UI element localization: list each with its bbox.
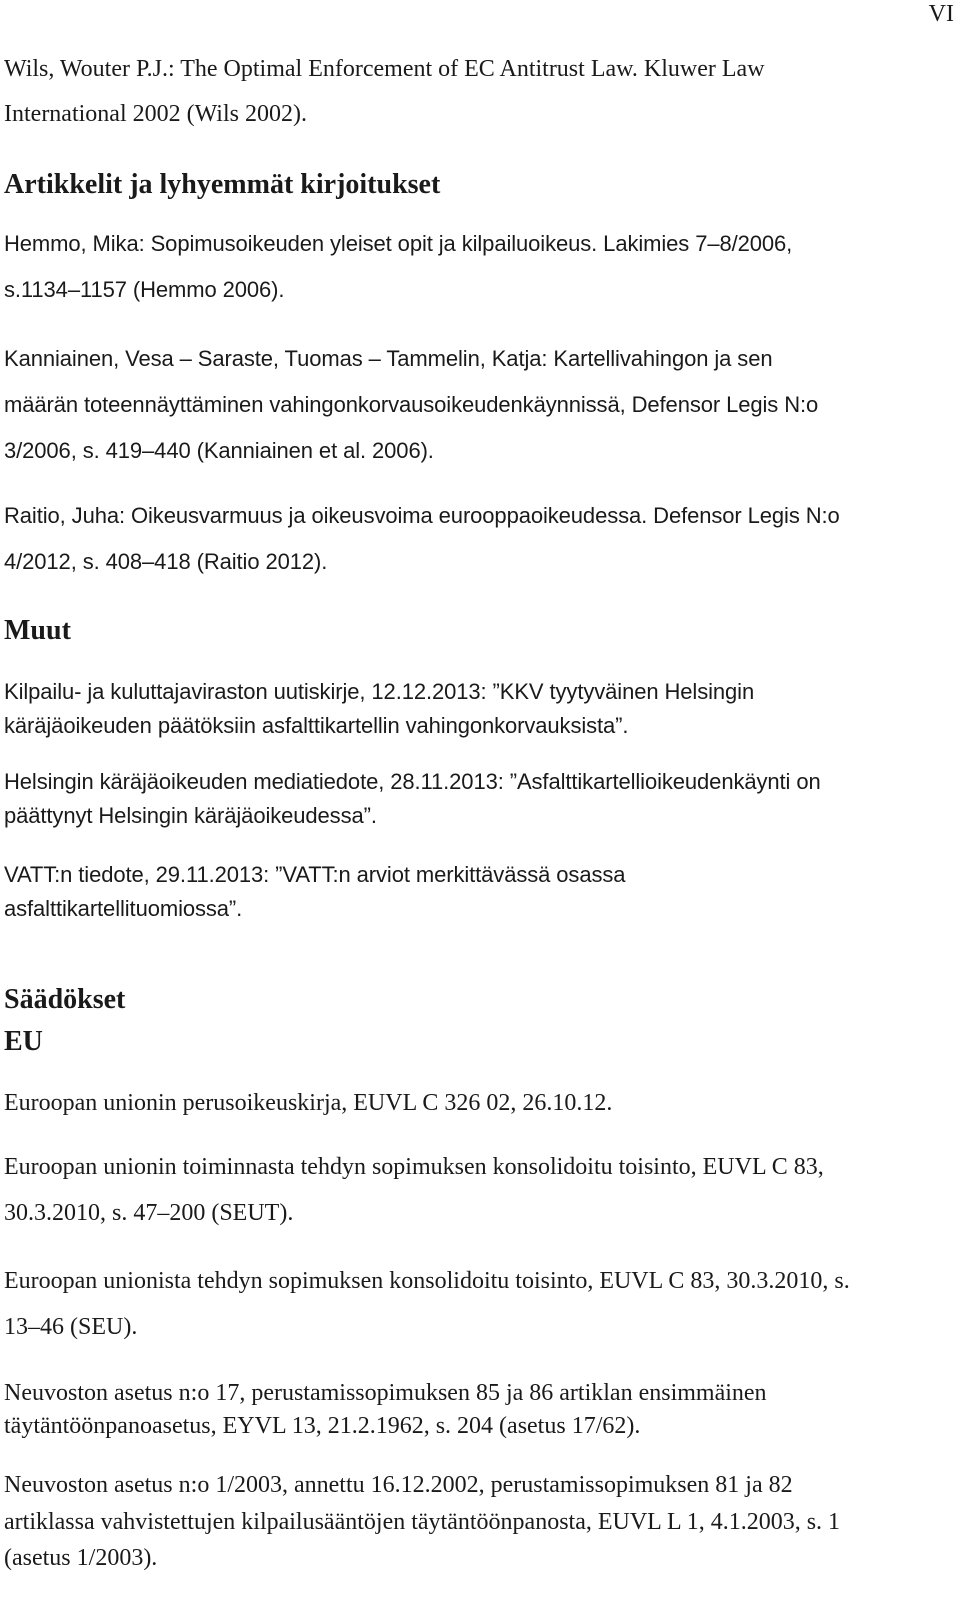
reference-line: päättynyt Helsingin käräjäoikeudessa”. — [4, 803, 377, 828]
reference-line: Euroopan unionin perusoikeuskirja, EUVL C 326 02, 26.10.12. — [4, 1090, 613, 1116]
reference-line: Kilpailu- ja kuluttajaviraston uutiskirje, 12.12.2013: ”KKV tyytyväinen Helsingin — [4, 679, 755, 704]
reference-line: Euroopan unionin toiminnasta tehdyn sopimuksen konsolidoitu toisinto, EUVL C 83, — [4, 1154, 824, 1180]
reference-line: 3/2006, s. 419–440 (Kanniainen et al. 2006). — [4, 438, 434, 463]
page-number: VI — [928, 1, 954, 27]
section-heading-other: Muut — [4, 615, 71, 646]
reference-line: 13–46 (SEU). — [4, 1314, 138, 1340]
reference-line: Hemmo, Mika: Sopimusoikeuden yleiset opit ja kilpailuoikeus. Lakimies 7–8/2006, — [4, 231, 793, 256]
section-heading-eu: EU — [4, 1026, 43, 1057]
reference-line: International 2002 (Wils 2002). — [4, 101, 307, 127]
reference-line: käräjäoikeuden päätöksiin asfalttikartellin vahingonkorvauksista”. — [4, 713, 629, 738]
reference-line: s.1134–1157 (Hemmo 2006). — [4, 277, 285, 302]
reference-line: 4/2012, s. 408–418 (Raitio 2012). — [4, 549, 328, 574]
reference-line: Kanniainen, Vesa – Saraste, Tuomas – Tammelin, Katja: Kartellivahingon ja sen — [4, 346, 773, 371]
reference-line: Euroopan unionista tehdyn sopimuksen konsolidoitu toisinto, EUVL C 83, 30.3.2010, s. — [4, 1268, 850, 1294]
reference-line: 30.3.2010, s. 47–200 (SEUT). — [4, 1200, 294, 1226]
reference-line: (asetus 1/2003). — [4, 1545, 158, 1571]
reference-line: Helsingin käräjäoikeuden mediatiedote, 28.11.2013: ”Asfalttikartellioikeudenkäynti on — [4, 769, 821, 794]
reference-line: täytäntöönpanoasetus, EYVL 13, 21.2.1962, s. 204 (asetus 17/62). — [4, 1413, 641, 1439]
reference-line: Neuvoston asetus n:o 17, perustamissopimuksen 85 ja 86 artiklan ensimmäinen — [4, 1380, 767, 1406]
reference-line: määrän toteennäyttäminen vahingonkorvausoikeudenkäynnissä, Defensor Legis N:o — [4, 392, 819, 417]
reference-line: Wils, Wouter P.J.: The Optimal Enforcement of EC Antitrust Law. Kluwer Law — [4, 56, 765, 82]
reference-line: Raitio, Juha: Oikeusvarmuus ja oikeusvoima eurooppaoikeudessa. Defensor Legis N:o — [4, 503, 840, 528]
section-heading-articles: Artikkelit ja lyhyemmät kirjoitukset — [4, 169, 441, 200]
reference-line: VATT:n tiedote, 29.11.2013: ”VATT:n arviot merkittävässä osassa — [4, 862, 626, 887]
reference-line: Neuvoston asetus n:o 1/2003, annettu 16.12.2002, perustamissopimuksen 81 ja 82 — [4, 1472, 793, 1498]
reference-line: asfalttikartellituomiossa”. — [4, 896, 243, 921]
reference-line: artiklassa vahvistettujen kilpailusääntöjen täytäntöönpanosta, EUVL L 1, 4.1.2003, s. 1 — [4, 1509, 841, 1535]
section-heading-statutes: Säädökset — [4, 984, 126, 1015]
